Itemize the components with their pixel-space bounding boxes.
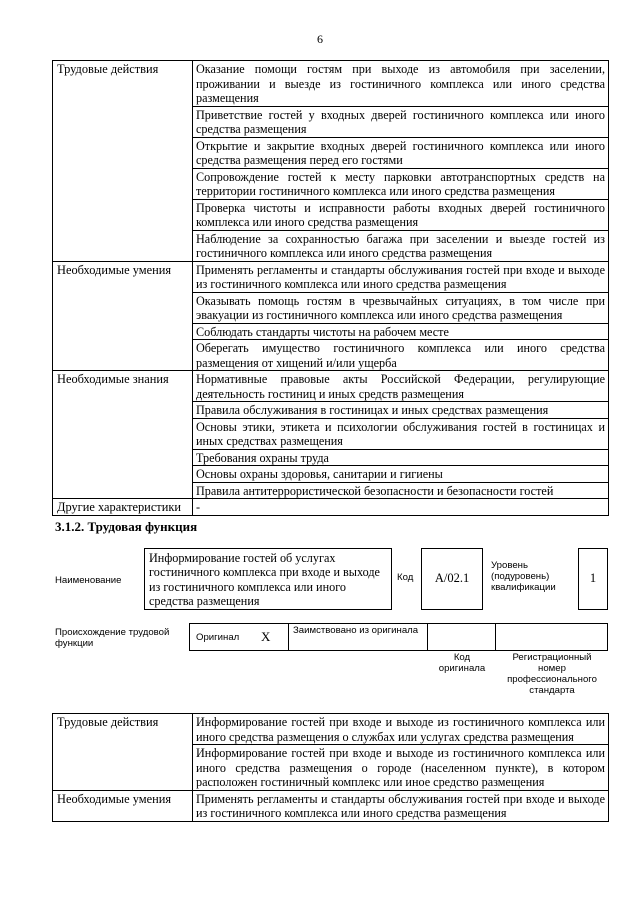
function-name-box	[144, 548, 392, 610]
row-header: Трудовые действия	[53, 714, 193, 791]
table-cell: Правила обслуживания в гостиницах и иных средствах размещения	[193, 402, 609, 419]
row-header: Необходимые знания	[53, 371, 193, 499]
table-cell: Открытие и закрытие входных дверей гостиничного комплекса или иного средства размещения перед его гостями	[193, 137, 609, 168]
row-header: Необходимые умения	[53, 790, 193, 821]
table-cell: Основы охраны здоровья, санитарии и гигиены	[193, 466, 609, 483]
table-cell: -	[193, 499, 609, 516]
original-mark: X	[261, 629, 271, 644]
table-cell: Информирование гостей при входе и выходе из гостиничного комплекса или иного средства размещения о городе (населенном пункте), в котором расположен гостиничный комплекс или иное средство размещения	[193, 745, 609, 791]
table-cell: Приветствие гостей у входных дверей гостиничного комплекса или иного средства размещения	[193, 106, 609, 137]
table-cell: Сопровождение гостей к месту парковки автотранспортных средств на территории гостиничного комплекса или иного средства размещения	[193, 168, 609, 199]
level-value: 1	[589, 571, 597, 585]
table-cell: Наблюдение за сохранностью багажа при заселении и выезде гостей из гостиничного комплекса или иного средства размещения	[193, 230, 609, 261]
code-box	[421, 548, 483, 610]
original-label: Оригинал	[196, 632, 240, 643]
row-header: Необходимые умения	[53, 261, 193, 371]
origin-divider	[495, 623, 496, 651]
table-row	[53, 61, 609, 107]
table-cell: Правила антитеррористической безопасности и безопасности гостей	[193, 482, 609, 499]
table-cell: Основы этики, этикета и психологии обслуживания гостей в гостиницах и иных средствах размещения	[193, 418, 609, 449]
table-cell: Нормативные правовые акты Российской Федерации, регулирующие деятельность гостиниц и иных средств размещения	[193, 371, 609, 402]
level-label: Уровень (подуровень) квалификации	[491, 560, 556, 593]
reg-caption: Регистрационный номер профессионального стандарта	[507, 652, 597, 696]
table-cell: Оказание помощи гостям при выходе из автомобиля при заселении, проживании и выезде из гостиничного комплекса или иного средства размещения	[193, 61, 609, 107]
borrowed-label: Заимствовано из оригинала	[293, 625, 419, 636]
level-box	[578, 548, 608, 610]
origin-divider	[288, 623, 289, 651]
table-cell: Соблюдать стандарты чистоты на рабочем месте	[193, 323, 609, 340]
table-row	[53, 790, 609, 821]
code-caption: Код оригинала	[438, 652, 486, 674]
name-label: Наименование	[55, 575, 122, 586]
row-header: Другие характеристики	[53, 499, 193, 516]
table-cell: Требования охраны труда	[193, 449, 609, 466]
row-header: Трудовые действия	[53, 61, 193, 262]
page-number: 6	[317, 32, 323, 46]
table-row	[53, 499, 609, 516]
table-row	[53, 714, 609, 745]
code-label: Код	[397, 572, 414, 583]
table-cell: Проверка чистоты и исправности работы входных дверей гостиничного комплекса или иного средства размещения	[193, 199, 609, 230]
origin-divider	[427, 623, 428, 651]
characteristics-table	[52, 60, 609, 516]
section-title: 3.1.2. Трудовая функция	[55, 519, 198, 534]
table-cell: Оберегать имущество гостиничного комплекса или иного средства размещения от хищений и/или ущерба	[193, 340, 609, 371]
table-cell: Применять регламенты и стандарты обслуживания гостей при входе и выходе из гостиничного комплекса или иного средства размещения	[193, 790, 609, 821]
function-details-table	[52, 713, 609, 822]
table-cell: Применять регламенты и стандарты обслуживания гостей при входе и выходе из гостиничного комплекса или иного средства размещения	[193, 261, 609, 292]
table-cell: Оказывать помощь гостям в чрезвычайных ситуациях, в том числе при эвакуации из гостиничного комплекса или иного средства размещения	[193, 292, 609, 323]
function-name-value: Информирование гостей об услугах гостиничного комплекса при входе и выходе из гостиничного комплекса или иного средства размещения	[149, 551, 380, 608]
code-value: A/02.1	[434, 571, 470, 585]
origin-label: Происхождение трудовой функции	[55, 627, 170, 649]
table-cell: Информирование гостей при входе и выходе из гостиничного комплекса или иного средства размещения о службах или услугах средства размещения	[193, 714, 609, 745]
table-row	[53, 371, 609, 402]
table-row	[53, 261, 609, 292]
